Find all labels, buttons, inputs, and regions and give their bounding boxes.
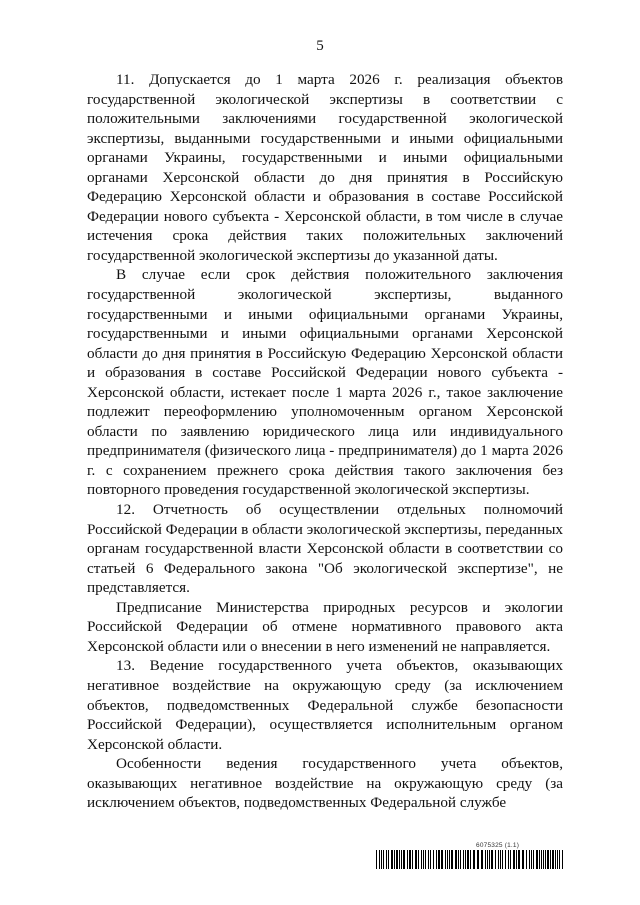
barcode-bar xyxy=(516,850,517,869)
barcode-bar xyxy=(498,850,499,869)
barcode-bar xyxy=(401,850,402,869)
barcode-bar xyxy=(481,850,483,869)
barcode-bar xyxy=(391,850,393,869)
barcode-bar xyxy=(559,850,560,869)
barcode-bar xyxy=(491,850,493,869)
barcode-bar xyxy=(543,850,544,869)
barcode-bar xyxy=(502,850,503,869)
barcode-bar xyxy=(562,850,563,869)
barcode-bar xyxy=(438,850,440,869)
barcode-bar xyxy=(428,850,429,869)
barcode-bar xyxy=(381,850,382,869)
barcode-bar xyxy=(430,850,431,869)
barcode-bar xyxy=(445,850,446,869)
document-body xyxy=(87,70,563,813)
barcode-bar xyxy=(383,850,384,869)
barcode-bar xyxy=(552,850,554,869)
barcode-bar xyxy=(473,850,475,869)
barcode-bar xyxy=(458,850,459,869)
barcode-bar xyxy=(415,850,417,869)
barcode-bar xyxy=(403,850,405,869)
barcode-bar xyxy=(455,850,457,869)
barcode-bar xyxy=(386,850,387,869)
barcode xyxy=(376,850,564,869)
barcode-bar xyxy=(463,850,464,869)
barcode-bar xyxy=(513,850,515,869)
barcode-bar xyxy=(500,850,501,869)
barcode-bar xyxy=(539,850,540,869)
barcode-bar xyxy=(394,850,395,869)
barcode-bar xyxy=(396,850,398,869)
barcode-bar xyxy=(541,850,542,869)
barcode-bar xyxy=(451,850,453,869)
barcode-bar xyxy=(379,850,380,869)
barcode-bar xyxy=(388,850,389,869)
barcode-bar xyxy=(421,850,422,869)
barcode-bar xyxy=(477,850,479,869)
barcode-bar xyxy=(447,850,448,869)
barcode-bar xyxy=(545,850,546,869)
barcode-bar xyxy=(418,850,419,869)
barcode-bar xyxy=(557,850,558,869)
barcode-bar xyxy=(487,850,488,869)
barcode-bar xyxy=(555,850,556,869)
barcode-bar xyxy=(485,850,486,869)
barcode-bar xyxy=(470,850,471,869)
barcode-bar xyxy=(522,850,524,869)
barcode-bar xyxy=(460,850,461,869)
barcode-bar xyxy=(423,850,424,869)
barcode-bar xyxy=(441,850,443,869)
barcode-bar xyxy=(376,850,377,869)
barcode-bar xyxy=(425,850,426,869)
paragraph-11: 11. Допускается до 1 марта 2026 г. реализация объектов государственной экологической экспертизы в соответствии с положительными заключениями государственной экологической экспертизы, выданными государственными и иными официальными органами Украины, государственными и иными официальными органами Херсонской области до дня принятия в Российскую Федерацию Херсонской области и образования в составе Российской Федерации нового субъекта - Херсонской области, в том числе в случае истечения срока действия таких положительных заключений государственной экологической экспертизы до указанной даты. xyxy=(87,71,563,264)
barcode-bar xyxy=(495,850,496,869)
barcode-bar xyxy=(508,850,509,869)
barcode-bar xyxy=(465,850,466,869)
barcode-bar xyxy=(547,850,549,869)
barcode-bar xyxy=(526,850,527,869)
paragraph-12-order: Предписание Министерства природных ресурсов и экологии Российской Федерации об отмене нормативного правового акта Херсонской области или о внесении в него изменений не направляется. xyxy=(87,598,563,655)
barcode-bar xyxy=(533,850,534,869)
paragraph-13: 13. Ведение государственного учета объектов, оказывающих негативное воздействие на окружающую среду (за исключением объектов, подведомственных Федеральной службе безопасности Российской Федерации), осуществляется исполнительным органом Херсонской области. xyxy=(87,657,563,753)
barcode-bar xyxy=(505,850,506,869)
barcode-bar xyxy=(433,850,434,869)
barcode-bar xyxy=(550,850,551,869)
page-number: 5 xyxy=(316,38,324,54)
barcode-bar xyxy=(409,850,411,869)
barcode-bar xyxy=(412,850,413,869)
barcode-bar xyxy=(436,850,437,869)
paragraph-13-features: Особенности ведения государственного учета объектов, оказывающих негативное воздействие на окружающую среду (за исключением объектов, подведомственных Федеральной службе xyxy=(87,755,563,812)
barcode-number: 6075325 (1.1) xyxy=(476,842,520,849)
barcode-bar xyxy=(531,850,532,869)
barcode-bar xyxy=(518,850,520,869)
barcode-bar xyxy=(467,850,469,869)
barcode-bar xyxy=(489,850,490,869)
barcode-bar xyxy=(407,850,408,869)
barcode-bar xyxy=(449,850,450,869)
barcode-bar xyxy=(529,850,530,869)
barcode-bar xyxy=(510,850,511,869)
barcode-bar xyxy=(536,850,538,869)
paragraph-12: 12. Отчетность об осуществлении отдельных полномочий Российской Федерации в области экологической экспертизы, переданных органам государственной власти Херсонской области в соответствии со статьей 6 Федерального закона "Об экологической экспертизе", не представляется. xyxy=(87,501,563,597)
barcode-bar xyxy=(399,850,400,869)
paragraph-11-extension: В случае если срок действия положительного заключения государственной экологической экспертизы, выданного государственными и иными официальными органами Украины, государственными и иными официальными органами Херсонской области до дня принятия в Российскую Федерацию Херсонской области и образования в составе Российской Федерации нового субъекта - Херсонской области, истекает после 1 марта 2026 г., такое заключение подлежит переоформлению уполномоченным органом Херсонской области по заявлению юридического лица или индивидуального предпринимателя (физического лица - предпринимателя) до 1 марта 2026 г. с сохранением прежнего срока действия такого заключения без повторного проведения государственной экологической экспертизы. xyxy=(87,266,563,499)
